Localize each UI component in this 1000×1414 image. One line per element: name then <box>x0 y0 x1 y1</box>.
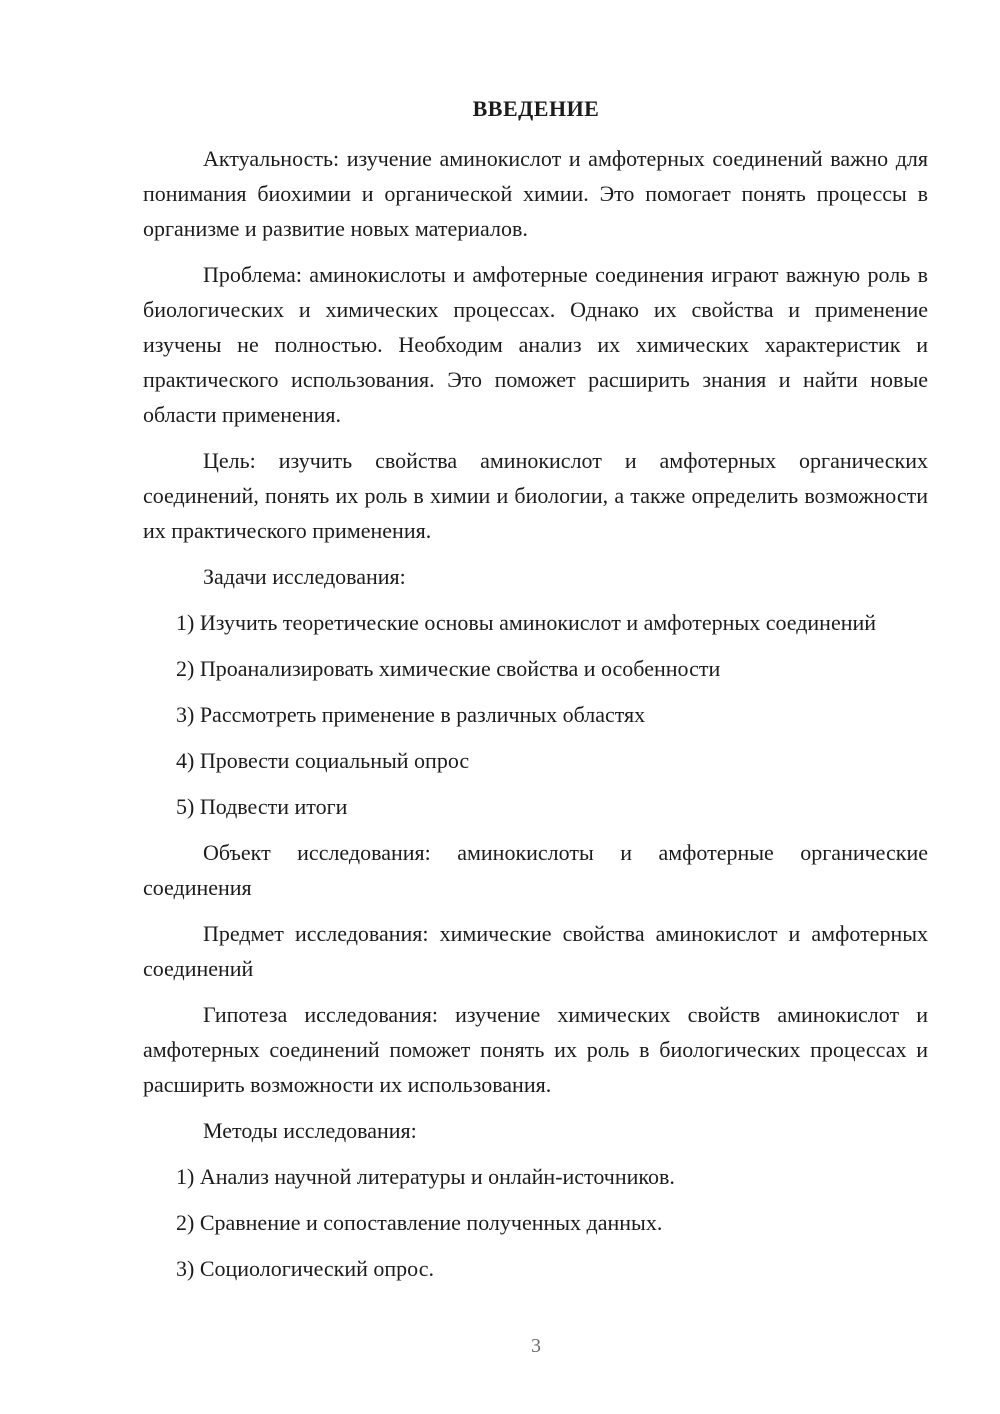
relevance-paragraph: Актуальность: изучение аминокислот и амфотерных соединений важно для понимания биохимии и органической химии. Это помогает понять процессы в организме и развитие новых материалов. <box>143 146 928 241</box>
task-item: 5) Подвести итоги <box>176 794 348 819</box>
methods-heading: Методы исследования: <box>203 1118 417 1143</box>
task-item: 4) Провести социальный опрос <box>176 748 470 773</box>
method-item: 3) Социологический опрос. <box>176 1256 434 1281</box>
tasks-heading: Задачи исследования: <box>203 564 406 589</box>
subject-paragraph: Предмет исследования: химические свойства аминокислот и амфотерных соединений <box>143 921 928 981</box>
page-heading: ВВЕДЕНИЕ <box>472 96 600 121</box>
task-item: 1) Изучить теоретические основы аминокислот и амфотерных соединений <box>176 610 877 635</box>
task-item: 3) Рассмотреть применение в различных областях <box>176 702 646 727</box>
goal-paragraph: Цель: изучить свойства аминокислот и амфотерных органических соединений, понять их роль в химии и биологии, а также определить возможности их практического применения. <box>143 448 928 543</box>
page-number: 3 <box>531 1335 541 1357</box>
hypothesis-paragraph: Гипотеза исследования: изучение химических свойств аминокислот и амфотерных соединений поможет понять их роль в биологических процессах и расширить возможности их использования. <box>143 1002 928 1097</box>
page-body <box>143 141 928 1297</box>
task-item: 2) Проанализировать химические свойства и особенности <box>176 656 721 681</box>
method-item: 2) Сравнение и сопоставление полученных данных. <box>176 1210 663 1235</box>
object-paragraph: Объект исследования: аминокислоты и амфотерные органические соединения <box>143 840 928 900</box>
problem-paragraph: Проблема: аминокислоты и амфотерные соединения играют важную роль в биологических и химических процессах. Однако их свойства и применение изучены не полностью. Необходим анализ их химических характеристик и практического использования. Это поможет расширить знания и найти новые области применения. <box>143 262 928 427</box>
method-item: 1) Анализ научной литературы и онлайн-источников. <box>176 1164 675 1189</box>
